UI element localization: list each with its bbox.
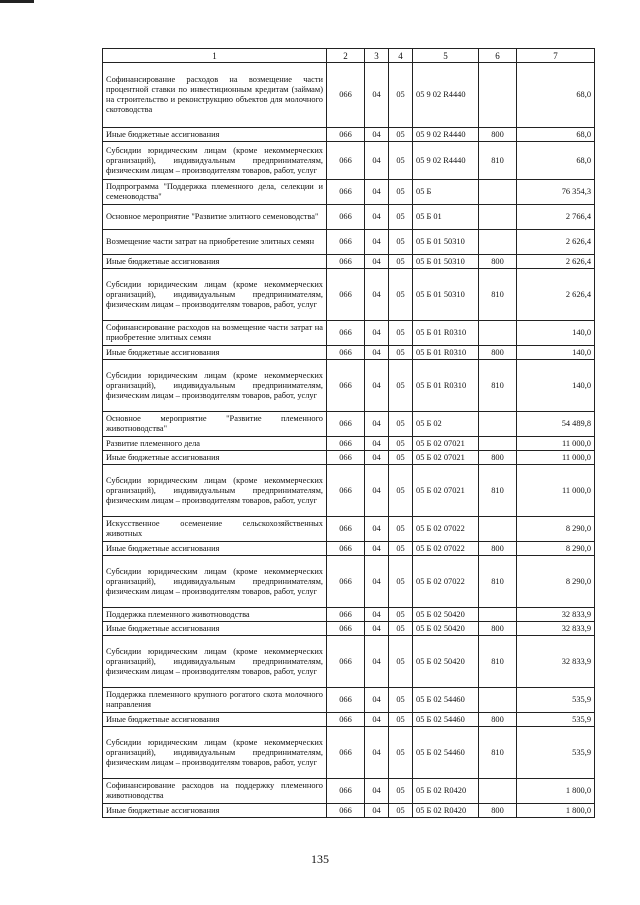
row-vr <box>479 321 517 346</box>
row-vr: 800 <box>479 451 517 465</box>
row-vr <box>479 437 517 451</box>
table-row <box>103 542 595 556</box>
row-csr: 05 Б 02 54460 <box>413 713 479 727</box>
table-row <box>103 517 595 542</box>
row-subsection: 05 <box>389 451 413 465</box>
row-code: 066 <box>327 451 365 465</box>
row-subsection: 05 <box>389 205 413 230</box>
row-subsection: 05 <box>389 622 413 636</box>
row-csr: 05 Б 02 07022 <box>413 556 479 608</box>
row-vr: 800 <box>479 255 517 269</box>
row-vr: 810 <box>479 636 517 688</box>
table-row <box>103 230 595 255</box>
table-row <box>103 128 595 142</box>
row-name: Иные бюджетные ассигнования <box>103 346 327 360</box>
row-section: 04 <box>365 128 389 142</box>
row-section: 04 <box>365 230 389 255</box>
table-body <box>103 49 595 818</box>
row-name: Иные бюджетные ассигнования <box>103 542 327 556</box>
row-amount: 11 000,0 <box>517 437 595 451</box>
row-csr: 05 Б 02 07022 <box>413 517 479 542</box>
row-subsection: 05 <box>389 804 413 818</box>
row-vr <box>479 63 517 128</box>
row-code: 066 <box>327 321 365 346</box>
row-vr: 800 <box>479 346 517 360</box>
table-row <box>103 451 595 465</box>
row-code: 066 <box>327 622 365 636</box>
row-section: 04 <box>365 346 389 360</box>
page-number: 135 <box>311 852 329 866</box>
row-subsection: 05 <box>389 360 413 412</box>
row-section: 04 <box>365 360 389 412</box>
row-name: Иные бюджетные ассигнования <box>103 128 327 142</box>
row-amount: 1 800,0 <box>517 779 595 804</box>
table-row <box>103 622 595 636</box>
row-name: Иные бюджетные ассигнования <box>103 622 327 636</box>
row-code: 066 <box>327 205 365 230</box>
row-vr: 800 <box>479 622 517 636</box>
row-csr: 05 Б 02 07021 <box>413 437 479 451</box>
row-amount: 32 833,9 <box>517 608 595 622</box>
row-section: 04 <box>365 713 389 727</box>
row-csr: 05 Б 01 R0310 <box>413 346 479 360</box>
table-row <box>103 608 595 622</box>
row-code: 066 <box>327 542 365 556</box>
row-subsection: 05 <box>389 321 413 346</box>
row-section: 04 <box>365 608 389 622</box>
row-csr: 05 Б 01 50310 <box>413 230 479 255</box>
row-csr: 05 Б 02 <box>413 412 479 437</box>
row-section: 04 <box>365 556 389 608</box>
row-csr: 05 Б 02 50420 <box>413 608 479 622</box>
row-section: 04 <box>365 255 389 269</box>
row-csr: 05 Б <box>413 180 479 205</box>
row-code: 066 <box>327 230 365 255</box>
row-vr: 800 <box>479 128 517 142</box>
table-row <box>103 713 595 727</box>
row-section: 04 <box>365 779 389 804</box>
row-subsection: 05 <box>389 412 413 437</box>
row-amount: 2 626,4 <box>517 269 595 321</box>
row-amount: 140,0 <box>517 321 595 346</box>
header-col-7: 7 <box>517 49 595 63</box>
table-row <box>103 688 595 713</box>
row-subsection: 05 <box>389 63 413 128</box>
row-name: Субсидии юридическим лицам (кроме некоммерческих организаций), индивидуальным предпринимателям, физическим лицам – производителям товаров, работ, услуг <box>103 636 327 688</box>
row-code: 066 <box>327 608 365 622</box>
table-row <box>103 180 595 205</box>
row-csr: 05 Б 02 07022 <box>413 542 479 556</box>
header-col-3: 3 <box>365 49 389 63</box>
row-section: 04 <box>365 451 389 465</box>
budget-table <box>102 48 595 818</box>
row-subsection: 05 <box>389 556 413 608</box>
row-csr: 05 Б 01 R0310 <box>413 321 479 346</box>
row-name: Субсидии юридическим лицам (кроме некоммерческих организаций), индивидуальным предпринимателям, физическим лицам – производителям товаров, работ, услуг <box>103 556 327 608</box>
row-subsection: 05 <box>389 727 413 779</box>
row-code: 066 <box>327 128 365 142</box>
row-amount: 68,0 <box>517 142 595 180</box>
row-vr <box>479 180 517 205</box>
row-section: 04 <box>365 636 389 688</box>
table-row <box>103 321 595 346</box>
row-name: Иные бюджетные ассигнования <box>103 804 327 818</box>
row-csr: 05 Б 02 54460 <box>413 688 479 713</box>
row-code: 066 <box>327 412 365 437</box>
row-code: 066 <box>327 142 365 180</box>
row-subsection: 05 <box>389 255 413 269</box>
row-section: 04 <box>365 412 389 437</box>
row-vr <box>479 688 517 713</box>
row-section: 04 <box>365 142 389 180</box>
header-col-1: 1 <box>103 49 327 63</box>
row-amount: 8 290,0 <box>517 517 595 542</box>
row-subsection: 05 <box>389 346 413 360</box>
row-subsection: 05 <box>389 437 413 451</box>
table-row <box>103 804 595 818</box>
row-section: 04 <box>365 321 389 346</box>
table-header-row <box>103 49 595 63</box>
table-row <box>103 269 595 321</box>
row-name: Софинансирование расходов на возмещение части процентной ставки по инвестиционным кредитам (займам) на строительство и реконструкцию объектов для молочного скотоводства <box>103 63 327 128</box>
row-amount: 140,0 <box>517 346 595 360</box>
row-name: Возмещение части затрат на приобретение элитных семян <box>103 230 327 255</box>
row-name: Субсидии юридическим лицам (кроме некоммерческих организаций), индивидуальным предпринимателям, физическим лицам – производителям товаров, работ, услуг <box>103 360 327 412</box>
row-csr: 05 Б 02 54460 <box>413 727 479 779</box>
row-name: Основное мероприятие "Развитие элитного семеноводства" <box>103 205 327 230</box>
row-subsection: 05 <box>389 779 413 804</box>
row-section: 04 <box>365 542 389 556</box>
row-csr: 05 Б 01 R0310 <box>413 360 479 412</box>
row-section: 04 <box>365 63 389 128</box>
row-section: 04 <box>365 727 389 779</box>
row-vr: 810 <box>479 727 517 779</box>
row-section: 04 <box>365 269 389 321</box>
row-subsection: 05 <box>389 128 413 142</box>
row-code: 066 <box>327 360 365 412</box>
row-code: 066 <box>327 255 365 269</box>
table-row <box>103 779 595 804</box>
row-section: 04 <box>365 180 389 205</box>
row-section: 04 <box>365 804 389 818</box>
row-amount: 68,0 <box>517 63 595 128</box>
row-code: 066 <box>327 269 365 321</box>
row-code: 066 <box>327 180 365 205</box>
row-amount: 32 833,9 <box>517 636 595 688</box>
header-col-6: 6 <box>479 49 517 63</box>
row-name: Основное мероприятие "Развитие племенного животноводства" <box>103 412 327 437</box>
row-subsection: 05 <box>389 517 413 542</box>
row-amount: 8 290,0 <box>517 556 595 608</box>
row-code: 066 <box>327 688 365 713</box>
table-row <box>103 636 595 688</box>
row-subsection: 05 <box>389 713 413 727</box>
row-code: 066 <box>327 517 365 542</box>
corner-mark <box>0 0 34 3</box>
row-csr: 05 9 02 R4440 <box>413 142 479 180</box>
table-row <box>103 556 595 608</box>
row-csr: 05 9 02 R4440 <box>413 128 479 142</box>
row-amount: 535,9 <box>517 688 595 713</box>
header-col-2: 2 <box>327 49 365 63</box>
row-vr: 810 <box>479 360 517 412</box>
table-row <box>103 142 595 180</box>
row-subsection: 05 <box>389 230 413 255</box>
row-subsection: 05 <box>389 269 413 321</box>
row-subsection: 05 <box>389 465 413 517</box>
row-csr: 05 Б 02 07021 <box>413 451 479 465</box>
row-amount: 68,0 <box>517 128 595 142</box>
row-subsection: 05 <box>389 542 413 556</box>
row-code: 066 <box>327 63 365 128</box>
row-subsection: 05 <box>389 688 413 713</box>
table-row <box>103 255 595 269</box>
row-amount: 535,9 <box>517 727 595 779</box>
row-code: 066 <box>327 779 365 804</box>
row-code: 066 <box>327 713 365 727</box>
row-section: 04 <box>365 517 389 542</box>
row-section: 04 <box>365 465 389 517</box>
row-vr: 800 <box>479 713 517 727</box>
row-subsection: 05 <box>389 142 413 180</box>
row-amount: 535,9 <box>517 713 595 727</box>
row-code: 066 <box>327 437 365 451</box>
row-csr: 05 9 02 R4440 <box>413 63 479 128</box>
table-row <box>103 437 595 451</box>
row-name: Иные бюджетные ассигнования <box>103 255 327 269</box>
row-name: Софинансирование расходов на возмещение части затрат на приобретение элитных семян <box>103 321 327 346</box>
row-amount: 32 833,9 <box>517 622 595 636</box>
row-csr: 05 Б 01 50310 <box>413 255 479 269</box>
row-code: 066 <box>327 636 365 688</box>
table-row <box>103 412 595 437</box>
row-amount: 8 290,0 <box>517 542 595 556</box>
table-row <box>103 727 595 779</box>
row-amount: 2 626,4 <box>517 230 595 255</box>
row-amount: 54 489,8 <box>517 412 595 437</box>
row-vr: 800 <box>479 542 517 556</box>
row-csr: 05 Б 02 50420 <box>413 636 479 688</box>
row-csr: 05 Б 02 R0420 <box>413 804 479 818</box>
row-amount: 140,0 <box>517 360 595 412</box>
row-name: Софинансирование расходов на поддержку племенного животноводства <box>103 779 327 804</box>
table-row <box>103 205 595 230</box>
row-vr <box>479 412 517 437</box>
row-subsection: 05 <box>389 608 413 622</box>
header-col-4: 4 <box>389 49 413 63</box>
row-subsection: 05 <box>389 180 413 205</box>
row-csr: 05 Б 02 07021 <box>413 465 479 517</box>
row-csr: 05 Б 02 R0420 <box>413 779 479 804</box>
row-code: 066 <box>327 346 365 360</box>
table-row <box>103 360 595 412</box>
row-vr: 810 <box>479 142 517 180</box>
row-name: Поддержка племенного животноводства <box>103 608 327 622</box>
row-section: 04 <box>365 688 389 713</box>
row-amount: 11 000,0 <box>517 465 595 517</box>
row-name: Развитие племенного дела <box>103 437 327 451</box>
row-csr: 05 Б 01 <box>413 205 479 230</box>
row-amount: 2 766,4 <box>517 205 595 230</box>
row-name: Субсидии юридическим лицам (кроме некоммерческих организаций), индивидуальным предпринимателям, физическим лицам – производителям товаров, работ, услуг <box>103 727 327 779</box>
row-code: 066 <box>327 727 365 779</box>
row-name: Искусственное осеменение сельскохозяйственных животных <box>103 517 327 542</box>
table-row <box>103 465 595 517</box>
row-vr: 810 <box>479 556 517 608</box>
row-csr: 05 Б 01 50310 <box>413 269 479 321</box>
row-amount: 1 800,0 <box>517 804 595 818</box>
row-section: 04 <box>365 622 389 636</box>
row-code: 066 <box>327 804 365 818</box>
header-col-5: 5 <box>413 49 479 63</box>
row-vr: 810 <box>479 269 517 321</box>
row-subsection: 05 <box>389 636 413 688</box>
row-vr: 800 <box>479 804 517 818</box>
table-row <box>103 63 595 128</box>
row-vr <box>479 230 517 255</box>
row-section: 04 <box>365 437 389 451</box>
row-name: Субсидии юридическим лицам (кроме некоммерческих организаций), индивидуальным предпринимателям, физическим лицам – производителям товаров, работ, услуг <box>103 269 327 321</box>
row-vr <box>479 205 517 230</box>
row-csr: 05 Б 02 50420 <box>413 622 479 636</box>
row-vr <box>479 608 517 622</box>
row-vr: 810 <box>479 465 517 517</box>
row-amount: 11 000,0 <box>517 451 595 465</box>
row-section: 04 <box>365 205 389 230</box>
row-code: 066 <box>327 465 365 517</box>
row-name: Иные бюджетные ассигнования <box>103 713 327 727</box>
row-name: Субсидии юридическим лицам (кроме некоммерческих организаций), индивидуальным предпринимателям, физическим лицам – производителям товаров, работ, услуг <box>103 142 327 180</box>
row-amount: 2 626,4 <box>517 255 595 269</box>
row-vr <box>479 779 517 804</box>
row-vr <box>479 517 517 542</box>
row-name: Поддержка племенного крупного рогатого скота молочного направления <box>103 688 327 713</box>
row-name: Субсидии юридическим лицам (кроме некоммерческих организаций), индивидуальным предпринимателям, физическим лицам – производителям товаров, работ, услуг <box>103 465 327 517</box>
table-row <box>103 346 595 360</box>
row-name: Подпрограмма "Поддержка племенного дела, селекции и семеноводства" <box>103 180 327 205</box>
row-amount: 76 354,3 <box>517 180 595 205</box>
row-name: Иные бюджетные ассигнования <box>103 451 327 465</box>
row-code: 066 <box>327 556 365 608</box>
